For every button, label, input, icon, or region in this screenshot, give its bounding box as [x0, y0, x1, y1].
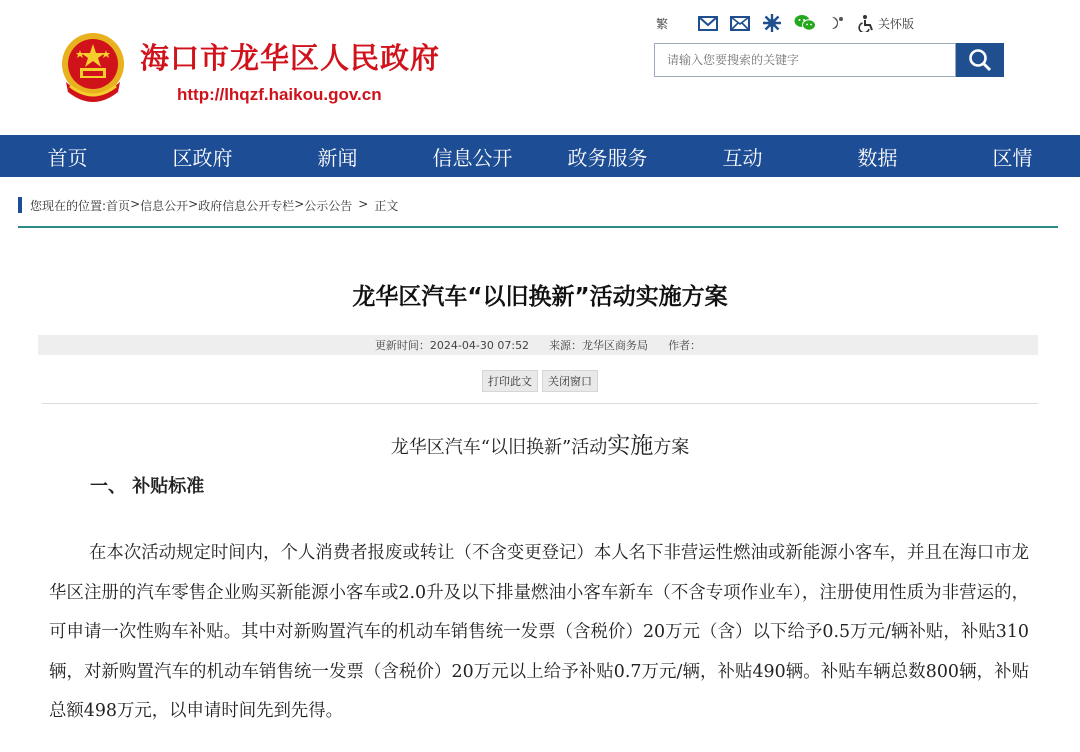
update-time: 更新时间：2024-04-30 07:52 [374, 339, 530, 352]
nav-government-services[interactable]: 政务服务 [567, 145, 648, 170]
document-title-part-c: 方案 [653, 437, 690, 458]
elder-mode-icon[interactable] [828, 13, 846, 33]
nav-district-info[interactable]: 区情 [992, 145, 1033, 170]
search-input[interactable] [654, 43, 956, 77]
wechat-icon[interactable] [794, 13, 816, 33]
nav-news[interactable]: 新闻 [317, 145, 358, 170]
breadcrumb-separator: > [358, 197, 369, 211]
traditional-chinese-toggle[interactable]: 繁 [656, 16, 669, 31]
search-button[interactable] [956, 43, 1004, 77]
message-icon[interactable] [730, 13, 750, 33]
document-title [0, 427, 1080, 460]
national-emblem-icon[interactable] [56, 30, 130, 110]
breadcrumb-disclosure-column[interactable]: 政府信息公开专栏 [198, 199, 295, 213]
nav-information-disclosure[interactable]: 信息公开 [432, 145, 513, 170]
weibo-icon[interactable] [762, 13, 782, 33]
search-icon [967, 47, 993, 73]
section-heading: 一、 补贴标准 [90, 476, 205, 497]
breadcrumb-home[interactable]: 首页 [106, 199, 131, 213]
site-url[interactable]: http://lhqzf.haikou.gov.cn [177, 85, 382, 104]
article-author: 作者： [668, 339, 702, 352]
mail-icon[interactable] [698, 13, 718, 33]
breadcrumb-information-disclosure[interactable]: 信息公开 [140, 199, 189, 213]
close-window-button[interactable]: 关闭窗口 [542, 370, 598, 392]
nav-data[interactable]: 数据 [857, 145, 898, 170]
care-mode-button[interactable] [858, 13, 914, 33]
article-source: 来源：龙华区商务局 [549, 339, 649, 352]
breadcrumb-prefix: 您现在的位置: [30, 199, 107, 213]
print-button[interactable]: 打印此文 [482, 370, 538, 392]
nav-home[interactable]: 首页 [47, 145, 88, 170]
content-divider [42, 403, 1038, 404]
breadcrumb-announcements[interactable]: 公示公告 [304, 199, 353, 213]
nav-district-government[interactable]: 区政府 [172, 145, 233, 170]
breadcrumb-separator: > [188, 197, 199, 211]
breadcrumb-marker [18, 197, 22, 213]
article-meta [38, 335, 1038, 355]
site-name[interactable]: 海口市龙华区人民政府 [140, 41, 441, 75]
breadcrumb-separator: > [130, 197, 141, 211]
care-mode-label: 关怀版 [878, 16, 915, 31]
breadcrumb-separator: > [294, 197, 305, 211]
nav-interaction[interactable]: 互动 [722, 145, 763, 170]
main-nav [0, 135, 1080, 177]
article-paragraph: 在本次活动规定时间内，个人消费者报废或转让（不含变更登记）本人名下非营运性燃油或新能源小客车，并且在海口市龙华区注册的汽车零售企业购买新能源小客车或2.0升及以下排量燃油小客车新车（不含专项作业车），注册使用性质为非营运的，可申请一次性购车补贴。其中对新购置汽车的机动车销售统一发票（含税价）20万元（含）以下给予0.5万元/辆补贴，补贴310辆，对新购置汽车的机动车销售统一发票（含税价）20万元以上给予补贴0.7万元/辆，补贴490辆。补贴车辆总数800辆，补贴总额498万元，以申请时间先到先得。 [49, 543, 1029, 721]
article-title: 龙华区汽车“以旧换新”活动实施方案 [352, 284, 728, 310]
breadcrumb-current: 正文 [374, 199, 399, 213]
document-title-part-a: 龙华区汽车“以旧换新”活动 [390, 437, 608, 458]
site-header [0, 0, 1080, 135]
breadcrumb [18, 192, 1058, 228]
document-title-part-b: 实施 [607, 433, 654, 459]
top-toolbar [656, 12, 926, 34]
article-actions [0, 370, 1080, 392]
